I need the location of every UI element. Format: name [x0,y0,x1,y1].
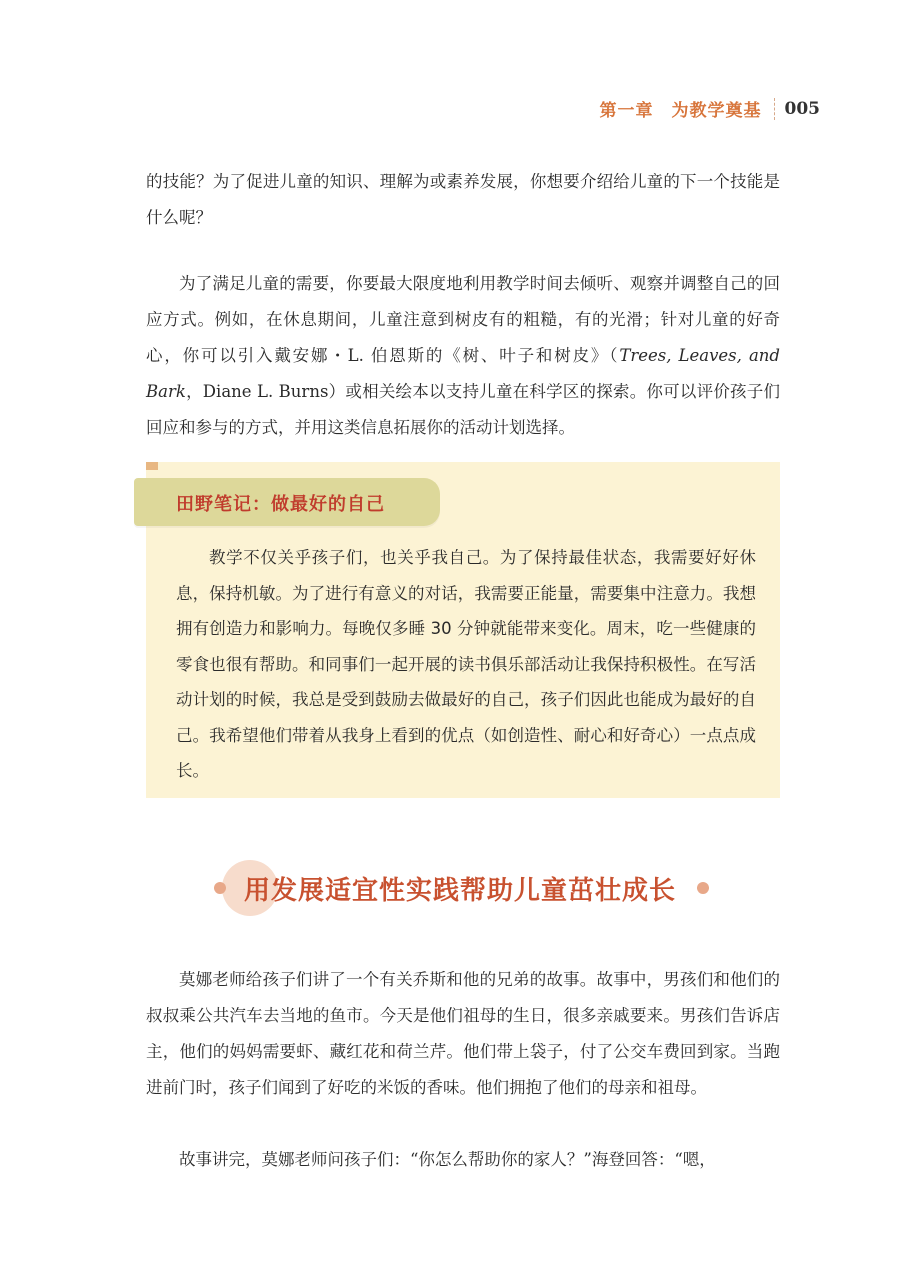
section-title: 用发展适宜性实践帮助儿童茁壮成长 [244,876,677,906]
page-number: 005 [784,98,820,119]
story-paragraph-1: 莫娜老师给孩子们讲了一个有关乔斯和他的兄弟的故事。故事中，男孩们和他们的叔叔乘公共汽车去当地的鱼市。今天是他们祖母的生日，很多亲戚要来。男孩们告诉店主，他们的妈妈需要虾、藏红花和荷兰芹。他们带上袋子，付了公交车费回到家。当跑进前门时，孩子们闻到了好吃的米饭的香味。他们拥抱了他们的母亲和祖母。 [146,970,780,1097]
section-heading [0,860,900,920]
book-title-italic: Trees, Leaves, and Bark [146,346,780,401]
heading-decor-dot-right [697,882,709,894]
field-note-title: 田野笔记：做最好的自己 [176,494,385,515]
story-paragraph-2: 故事讲完，莫娜老师问孩子们：“你怎么帮助你的家人？”海登回答：“嗯， [179,1150,716,1169]
body-paragraph-2-text-a: 为了满足儿童的需要，你要最大限度地利用教学时间去倾听、观察并调整自己的回应方式。例如，在休息期间，儿童注意到树皮有的粗糙，有的光滑；针对儿童的好奇心，你可以引入戴安娜・L. 伯恩斯的《树、叶子和树皮》（ [146,274,780,365]
body-paragraph-1: 的技能？为了促进儿童的知识、理解为或素养发展，你想要介绍给儿童的下一个技能是什么呢？ [146,172,780,227]
heading-decor-dot-left [214,882,226,894]
field-note-accent [146,462,158,470]
field-note-title-banner [134,478,440,526]
chapter-title: 第一章 为教学奠基 [599,101,762,121]
field-note-text: 教学不仅关乎孩子们，也关乎我自己。为了保持最佳状态，我需要好好休息，保持机敏。为了进行有意义的对话，我需要正能量，需要集中注意力。我想拥有创造力和影响力。每晚仅多睡 30 分钟就能带来变化。周末，吃一些健康的零食也很有帮助。和同事们一起开展的读书俱乐部活动让我保持积极性。在写活动计划的时候，我总是受到鼓励去做最好的自己，孩子们因此也能成为最好的自己。我希望他们带着从我身上看到的优点（如创造性、耐心和好奇心）一点点成长。 [176,548,756,780]
body-paragraph-2-text-b: ，Diane L. Burns）或相关绘本以支持儿童在科学区的探索。你可以评价孩子们回应和参与的方式，并用这类信息拓展你的活动计划选择。 [146,382,780,437]
body-paragraph-2 [146,266,780,446]
header-divider [774,98,775,120]
page-header [600,96,821,121]
